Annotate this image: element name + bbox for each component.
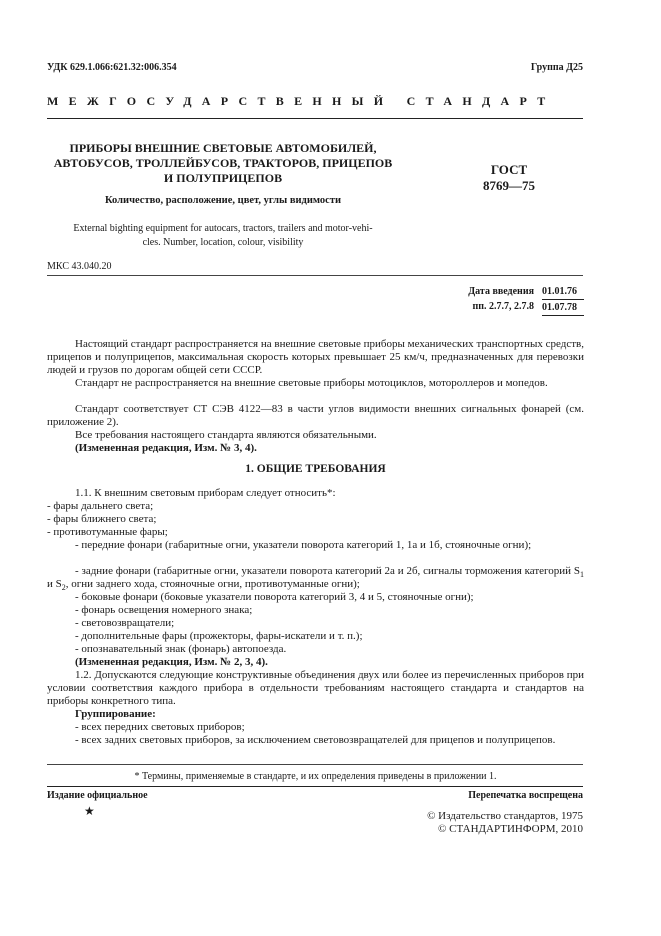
document-title (48, 141, 398, 186)
title-line: ПРИБОРЫ ВНЕШНИЕ СВЕТОВЫЕ АВТОМОБИЛЕЙ, (69, 141, 377, 155)
date-value: 01.07.78 (542, 300, 584, 316)
title-line: И ПОЛУПРИЦЕПОВ (163, 171, 283, 185)
copyright-line: © СТАНДАРТИНФОРМ, 2010 (438, 823, 583, 835)
list-item (47, 565, 584, 591)
copyright-block (427, 810, 583, 836)
dates-labels (400, 284, 534, 314)
dates-values (542, 284, 584, 316)
top-divider (47, 118, 583, 119)
footnote-divider (47, 764, 583, 765)
middle-divider (47, 275, 583, 276)
date-label: пп. 2.7.7, 2.7.8 (472, 301, 534, 312)
reprint-notice: Перепечатка воспрещена (468, 790, 583, 801)
list-item-text: - задние фонари (габаритные огни, указатели поворота категорий 2а и 2б, сигналы торможения категорий S (75, 565, 580, 577)
title-line: АВТОБУСОВ, ТРОЛЛЕЙБУСОВ, ТРАКТОРОВ, ПРИЦЕПОВ (53, 156, 393, 170)
grouping-heading: Группирование: (75, 708, 156, 720)
udk-code: УДК 629.1.066:621.32:006.354 (47, 62, 177, 73)
copyright-line: © Издательство стандартов, 1975 (427, 810, 583, 822)
amendment-note: (Измененная редакция, Изм. № 2, 3, 4). (75, 656, 268, 668)
gost-designation (474, 162, 544, 194)
list-item: - световозвращатели; (75, 617, 175, 629)
footnote: * Термины, применяемые в стандарте, и их определения приведены в приложении 1. (134, 771, 497, 782)
subscript: 2 (61, 583, 66, 593)
intro-paragraph: Стандарт не распространяется на внешние световые приборы мотоциклов, мотороллеров и мопедов. (75, 377, 548, 389)
intro-paragraph: Настоящий стандарт распространяется на внешние световые приборы механических транспортных средств, прицепов и полуприцепов, максимальная скорость которых превышает 25 км/ч, предназначенных для перевозки людей и грузов по дорогам общей сети СССР. (47, 338, 584, 376)
grouping-item: - всех задних световых приборов, за исключением световозвращателей для прицепов и полуприцепов. (75, 734, 556, 746)
gost-label: ГОСТ (490, 162, 528, 177)
list-item: - фары дальнего света; (47, 500, 154, 512)
list-item: - дополнительные фары (прожекторы, фары-искатели и т. п.); (75, 630, 363, 642)
list-item: - фары ближнего света; (47, 513, 157, 525)
bottom-divider (47, 786, 583, 787)
mks-code: МКС 43.040.20 (47, 261, 112, 272)
list-item-text: , огни заднего хода, стояночные огни, противотуманные огни); (65, 578, 360, 590)
date-value: 01.01.76 (542, 284, 584, 300)
list-item: - противотуманные фары; (47, 526, 168, 538)
gost-number: 8769—75 (483, 178, 535, 193)
intro-paragraph: Стандарт соответствует СТ СЭВ 4122—83 в части углов видимости внешних сигнальных фонарей (см. приложение 2). (47, 403, 584, 428)
star-icon: ★ (84, 804, 95, 818)
official-edition: Издание официальное (47, 790, 148, 801)
section-heading: 1. ОБЩИЕ ТРЕБОВАНИЯ (245, 463, 386, 475)
intro-paragraph: Все требования настоящего стандарта являются обязательными. (75, 429, 377, 441)
group-code: Группа Д25 (530, 62, 583, 73)
clause-1-2: 1.2. Допускаются следующие конструктивные объединения двух или более из перечисленных приборов при условии соответствия каждого прибора в отдельности требованиям настоящего стандарта и стандартов на приборы конкретного типа. (47, 669, 584, 707)
interstate-standard-heading: МЕЖГОСУДАРСТВЕННЫЙ СТАНДАРТ (47, 94, 556, 108)
subscript: 1 (580, 570, 584, 580)
english-title-line: cles. Number, location, colour, visibility (142, 237, 304, 248)
document-subtitle: Количество, расположение, цвет, углы видимости (104, 195, 342, 206)
date-label: Дата введения (468, 286, 534, 297)
english-title (48, 222, 398, 250)
list-item: - опознавательный знак (фонарь) автопоезда. (75, 643, 287, 655)
amendment-note: (Измененная редакция, Изм. № 3, 4). (75, 442, 257, 454)
english-title-line: External bighting equipment for autocars, tractors, trailers and motor-vehi- (73, 223, 373, 234)
grouping-item: - всех передних световых приборов; (75, 721, 245, 733)
list-item: - фонарь освещения номерного знака; (75, 604, 253, 616)
clause-1-1: 1.1. К внешним световым приборам следует относить*: (75, 487, 336, 499)
list-item: - боковые фонари (боковые указатели поворота категорий 3, 4 и 5, стояночные огни); (75, 591, 474, 603)
list-item-text: и S (47, 578, 62, 590)
list-item: - передние фонари (габаритные огни, указатели поворота категорий 1, 1а и 1б, стояночные огни); (75, 539, 532, 551)
